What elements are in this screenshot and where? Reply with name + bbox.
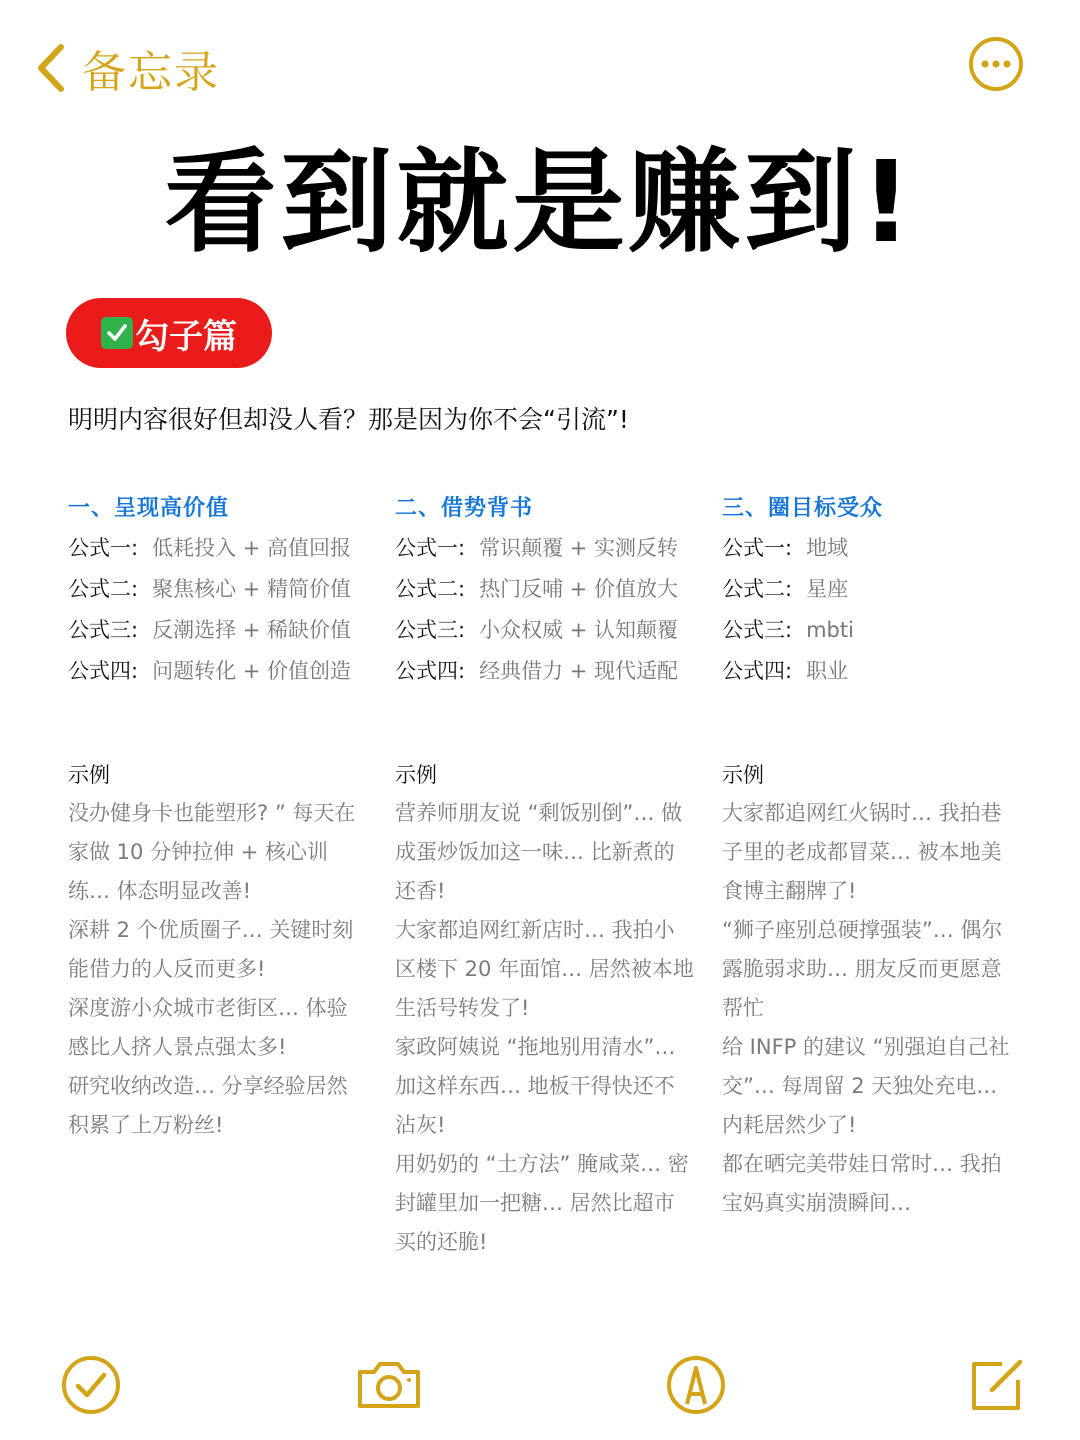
formula-value: 地域 <box>806 536 849 560</box>
chevron-left-icon <box>34 41 68 95</box>
formula-row <box>68 610 368 651</box>
back-label: 备忘录 <box>82 47 220 98</box>
formula-value: 职业 <box>806 659 849 683</box>
ellipsis-circle-icon[interactable] <box>968 36 1024 92</box>
column-1 <box>68 490 368 692</box>
example-item: 都在晒完美带娃日常时… 我拍宝妈真实崩溃瞬间… <box>722 1152 1002 1215</box>
formula-row <box>722 610 1022 651</box>
back-button[interactable] <box>34 36 220 100</box>
formula-key: 公式二: <box>68 577 139 601</box>
formula-key: 公式二: <box>722 577 793 601</box>
example-heading: 示例 <box>68 763 110 787</box>
formula-key: 公式四: <box>68 659 139 683</box>
formula-value: 星座 <box>806 577 849 601</box>
formula-value: 常识颠覆 + 实测反转 <box>479 536 679 560</box>
checklist-icon[interactable] <box>56 1350 126 1420</box>
example-item: 用奶奶的 “土方法” 腌咸菜… 密封罐里加一把糖… 居然比超市买的还脆! <box>395 1152 689 1254</box>
example-item: 营养师朋友说 “剩饭别倒”… 做成蛋炒饭加这一味… 比新煮的还香! <box>395 801 683 903</box>
formula-key: 公式一: <box>722 536 793 560</box>
formula-key: 公式一: <box>68 536 139 560</box>
formula-row <box>68 569 368 610</box>
formula-value: 低耗投入 + 高值回报 <box>152 536 352 560</box>
formula-value: mbti <box>806 618 854 642</box>
formula-key: 公式三: <box>722 618 793 642</box>
formula-row <box>68 651 368 692</box>
markup-pen-icon[interactable] <box>661 1350 731 1420</box>
formula-row <box>68 528 368 569</box>
formula-row <box>395 651 695 692</box>
formula-row <box>395 528 695 569</box>
formula-key: 公式四: <box>395 659 466 683</box>
check-mark-icon <box>101 317 133 349</box>
example-item: 深耕 2 个优质圈子… 关键时刻能借力的人反而更多! <box>68 918 354 981</box>
example-item: 没办健身卡也能塑形? ” 每天在家做 10 分钟拉伸 + 核心训练… 体态明显改善! <box>68 801 356 903</box>
column-heading: 三、圈目标受众 <box>722 496 884 521</box>
formula-row <box>722 569 1022 610</box>
example-item: 家政阿姨说 “拖地别用清水”… 加这样东西… 地板干得快还不沾灰! <box>395 1035 676 1137</box>
formula-key: 公式二: <box>395 577 466 601</box>
formula-value: 反潮选择 + 稀缺价值 <box>152 618 352 642</box>
section-badge <box>66 298 272 368</box>
example-item: 给 INFP 的建议 “别强迫自己社交”… 每周留 2 天独处充电… 内耗居然少了! <box>722 1035 1010 1137</box>
column-heading: 一、呈现高价值 <box>68 496 230 521</box>
formula-row <box>395 610 695 651</box>
page-title: 看到就是赚到! <box>164 138 916 268</box>
example-list <box>395 794 695 1262</box>
formula-key: 公式三: <box>395 618 466 642</box>
column-2 <box>395 490 695 692</box>
column-3 <box>722 490 1022 692</box>
formula-value: 经典借力 + 现代适配 <box>479 659 679 683</box>
formula-row <box>395 569 695 610</box>
formula-key: 公式一: <box>395 536 466 560</box>
formula-key: 公式四: <box>722 659 793 683</box>
formula-key: 公式三: <box>68 618 139 642</box>
compose-icon[interactable] <box>962 1350 1032 1420</box>
camera-icon[interactable] <box>354 1350 424 1420</box>
formula-row <box>722 528 1022 569</box>
column-heading: 二、借势背书 <box>395 496 534 521</box>
example-heading: 示例 <box>722 763 764 787</box>
intro-text: 明明内容很好但却没人看？那是因为你不会“引流”! <box>68 405 629 434</box>
formula-value: 热门反哺 + 价值放大 <box>479 577 679 601</box>
formula-row <box>722 651 1022 692</box>
example-item: 深度游小众城市老街区… 体验感比人挤人景点强太多! <box>68 996 348 1059</box>
formula-value: 问题转化 + 价值创造 <box>152 659 352 683</box>
example-heading: 示例 <box>395 763 437 787</box>
formula-value: 聚焦核心 + 精简价值 <box>152 577 352 601</box>
example-item: “狮子座别总硬撑强装”… 偶尔露脆弱求助… 朋友反而更愿意帮忙 <box>722 918 1003 1020</box>
example-item: 大家都追网红火锅时… 我拍巷子里的老成都冒菜… 被本地美食博主翻牌了! <box>722 801 1002 903</box>
example-item: 研究收纳改造… 分享经验居然积累了上万粉丝! <box>68 1074 348 1137</box>
badge-label: 勾子篇 <box>135 316 237 357</box>
formula-value: 小众权威 + 认知颠覆 <box>479 618 679 642</box>
example-item: 大家都追网红新店时… 我拍小区楼下 20 年面馆… 居然被本地生活号转发了! <box>395 918 694 1020</box>
example-list <box>722 794 1022 1223</box>
example-list <box>68 794 368 1145</box>
